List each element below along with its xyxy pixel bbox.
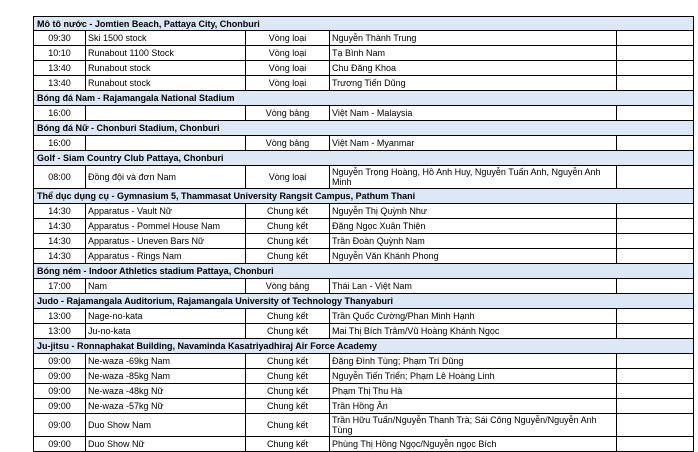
- event-cell: Đồng đội và đơn Nam: [85, 166, 245, 188]
- athletes-cell: Đặng Ngọc Xuân Thiện: [329, 219, 616, 233]
- blank-cell: [616, 414, 695, 436]
- time-cell: 13:00: [48, 326, 71, 336]
- blank-cell: [616, 399, 695, 413]
- time-cell: 16:00: [48, 138, 71, 148]
- table-row: [33, 324, 694, 339]
- athletes-cell: Phùng Thị Hồng Ngọc/Nguyễn ngọc Bích: [329, 437, 616, 451]
- section-header: [33, 91, 694, 106]
- blank-cell: [616, 106, 695, 120]
- blank-cell: [616, 61, 695, 75]
- event-cell: Ne-waza -85kg Nam: [85, 369, 245, 383]
- blank-cell: [616, 437, 695, 451]
- section-title: Golf - Siam Country Club Pattaya, Chonburi: [37, 153, 224, 163]
- table-row: [33, 249, 694, 264]
- athletes-cell: Nguyễn Thành Trung: [329, 31, 616, 45]
- blank-cell: [616, 369, 695, 383]
- event-cell: Duo Show Nam: [85, 414, 245, 436]
- section-header: [33, 121, 694, 136]
- section-header: [33, 294, 694, 309]
- table-row: [33, 31, 694, 46]
- round-cell: Vòng bảng: [245, 106, 329, 120]
- table-row: [33, 384, 694, 399]
- round-cell: Chung kết: [245, 399, 329, 413]
- athletes-cell: Phạm Thị Thu Hà: [329, 384, 616, 398]
- time-cell: 13:40: [48, 78, 71, 88]
- time-cell: 09:00: [48, 401, 71, 411]
- athletes-cell: Mai Thị Bích Trâm/Vũ Hoàng Khánh Ngọc: [329, 324, 616, 338]
- event-cell: Nage-no-kata: [85, 309, 245, 323]
- round-cell: Chung kết: [245, 219, 329, 233]
- section-title: Mô tô nước - Jomtien Beach, Pattaya City, Chonburi: [37, 18, 260, 29]
- event-cell: [85, 136, 245, 150]
- round-cell: Chung kết: [245, 384, 329, 398]
- section-header: [33, 189, 694, 204]
- round-cell: Chung kết: [245, 324, 329, 338]
- time-cell: 09:00: [48, 420, 71, 430]
- event-cell: Ne-waza -57kg Nữ: [85, 399, 245, 413]
- time-cell: 16:00: [48, 108, 71, 118]
- table-row: [33, 136, 694, 151]
- round-cell: Vòng loại: [245, 166, 329, 188]
- blank-cell: [616, 31, 695, 45]
- time-cell: 09:00: [48, 386, 71, 396]
- round-cell: Vòng bảng: [245, 279, 329, 293]
- round-cell: Chung kết: [245, 414, 329, 436]
- event-cell: Runabout stock: [85, 61, 245, 75]
- table-row: [33, 309, 694, 324]
- table-row: [33, 437, 694, 452]
- round-cell: Vòng bảng: [245, 136, 329, 150]
- time-cell: 08:00: [48, 172, 71, 182]
- round-cell: Chung kết: [245, 437, 329, 451]
- athletes-cell: Chu Đăng Khoa: [329, 61, 616, 75]
- table-row: [33, 369, 694, 384]
- blank-cell: [616, 309, 695, 323]
- table-row: [33, 61, 694, 76]
- round-cell: Chung kết: [245, 309, 329, 323]
- event-cell: [85, 106, 245, 120]
- event-cell: Apparatus - Uneven Bars Nữ: [85, 234, 245, 248]
- round-cell: Vòng loại: [245, 46, 329, 60]
- event-cell: Nam: [85, 279, 245, 293]
- athletes-cell: Đặng Đình Tùng; Phạm Trí Dũng: [329, 354, 616, 368]
- section-title: Bóng ném - Indoor Athletics stadium Pattaya, Chonburi: [37, 266, 274, 276]
- event-cell: Apparatus - Vault Nữ: [85, 204, 245, 218]
- time-cell: 09:00: [48, 371, 71, 381]
- athletes-cell: Trần Hữu Tuấn/Nguyễn Thanh Trà; Sái Công Nguyễn/Nguyễn Anh Tùng: [329, 414, 616, 436]
- blank-cell: [616, 234, 695, 248]
- event-cell: Duo Show Nữ: [85, 437, 245, 451]
- blank-cell: [616, 136, 695, 150]
- athletes-cell: Trương Tiến Dũng: [329, 76, 616, 90]
- round-cell: Vòng loại: [245, 61, 329, 75]
- round-cell: Chung kết: [245, 234, 329, 248]
- round-cell: Chung kết: [245, 249, 329, 263]
- section-header: [33, 339, 694, 354]
- section-title: Thể dục dụng cụ - Gymnasium 5, Thammasat University Rangsit Campus, Pathum Thani: [37, 191, 416, 201]
- athletes-cell: Việt Nam - Malaysia: [329, 106, 616, 120]
- time-cell: 09:30: [48, 33, 71, 43]
- table-row: [33, 414, 694, 437]
- round-cell: Chung kết: [245, 369, 329, 383]
- table-row: [33, 106, 694, 121]
- time-cell: 14:30: [48, 251, 71, 261]
- athletes-cell: Trần Đoàn Quỳnh Nam: [329, 234, 616, 248]
- time-cell: 10:10: [48, 48, 71, 58]
- time-cell: 13:40: [48, 63, 71, 73]
- table-row: [33, 76, 694, 91]
- blank-cell: [616, 166, 695, 188]
- athletes-cell: Thái Lan - Việt Nam: [329, 279, 616, 293]
- event-cell: Runabout 1100 Stock: [85, 46, 245, 60]
- blank-cell: [616, 46, 695, 60]
- athletes-cell: Trần Quốc Cường/Phan Minh Hạnh: [329, 309, 616, 323]
- time-cell: 13:00: [48, 311, 71, 321]
- time-cell: 09:00: [48, 439, 71, 449]
- blank-cell: [616, 324, 695, 338]
- table-row: [33, 399, 694, 414]
- blank-cell: [616, 219, 695, 233]
- athletes-cell: Nguyễn Trọng Hoàng, Hồ Anh Huy, Nguyễn Tuấn Anh, Nguyễn Anh Minh: [329, 166, 616, 188]
- round-cell: Chung kết: [245, 354, 329, 368]
- blank-cell: [616, 249, 695, 263]
- blank-cell: [616, 354, 695, 368]
- blank-cell: [616, 279, 695, 293]
- blank-cell: [616, 76, 695, 90]
- section-title: Bóng đá Nữ - Chonburi Stadium, Chonburi: [37, 123, 220, 133]
- athletes-cell: Nguyễn Văn Khánh Phong: [329, 249, 616, 263]
- event-cell: Runabout stock: [85, 76, 245, 90]
- section-header: [33, 151, 694, 166]
- event-cell: Apparatus - Pommel House Nam: [85, 219, 245, 233]
- time-cell: 14:30: [48, 236, 71, 246]
- time-cell: 14:30: [48, 206, 71, 216]
- round-cell: Vòng loại: [245, 76, 329, 90]
- event-cell: Ju-no-kata: [85, 324, 245, 338]
- table-row: [33, 354, 694, 369]
- athletes-cell: Nguyễn Thị Quỳnh Như: [329, 204, 616, 218]
- section-title: Bóng đá Nam - Rajamangala National Stadium: [37, 93, 235, 103]
- table-row: [33, 204, 694, 219]
- section-title: Ju-jitsu - Ronnaphakat Building, Navaminda Kasatriyadhiraj Air Force Academy: [37, 341, 377, 351]
- table-row: [33, 234, 694, 249]
- blank-cell: [616, 204, 695, 218]
- athletes-cell: Nguyễn Tiến Triển; Phạm Lê Hoàng Linh: [329, 369, 616, 383]
- event-cell: Apparatus - Rings Nam: [85, 249, 245, 263]
- round-cell: Vòng loại: [245, 31, 329, 45]
- time-cell: 17:00: [48, 281, 71, 291]
- event-cell: Ski 1500 stock: [85, 31, 245, 45]
- time-cell: 09:00: [48, 356, 71, 366]
- athletes-cell: Trần Hồng Ân: [329, 399, 616, 413]
- table-row: [33, 166, 694, 189]
- event-cell: Ne-waza -69kg Nam: [85, 354, 245, 368]
- time-cell: 14:30: [48, 221, 71, 231]
- athletes-cell: Tạ Bình Nam: [329, 46, 616, 60]
- table-row: [33, 219, 694, 234]
- table-row: [33, 279, 694, 294]
- athletes-cell: Việt Nam - Myanmar: [329, 136, 616, 150]
- section-header: [33, 264, 694, 279]
- section-title: Judo - Rajamangala Auditorium, Rajamangala University of Technology Thanyaburi: [37, 296, 394, 306]
- event-cell: Ne-waza -48kg Nữ: [85, 384, 245, 398]
- table-row: [33, 46, 694, 61]
- section-header: [33, 16, 694, 31]
- blank-cell: [616, 384, 695, 398]
- round-cell: Chung kết: [245, 204, 329, 218]
